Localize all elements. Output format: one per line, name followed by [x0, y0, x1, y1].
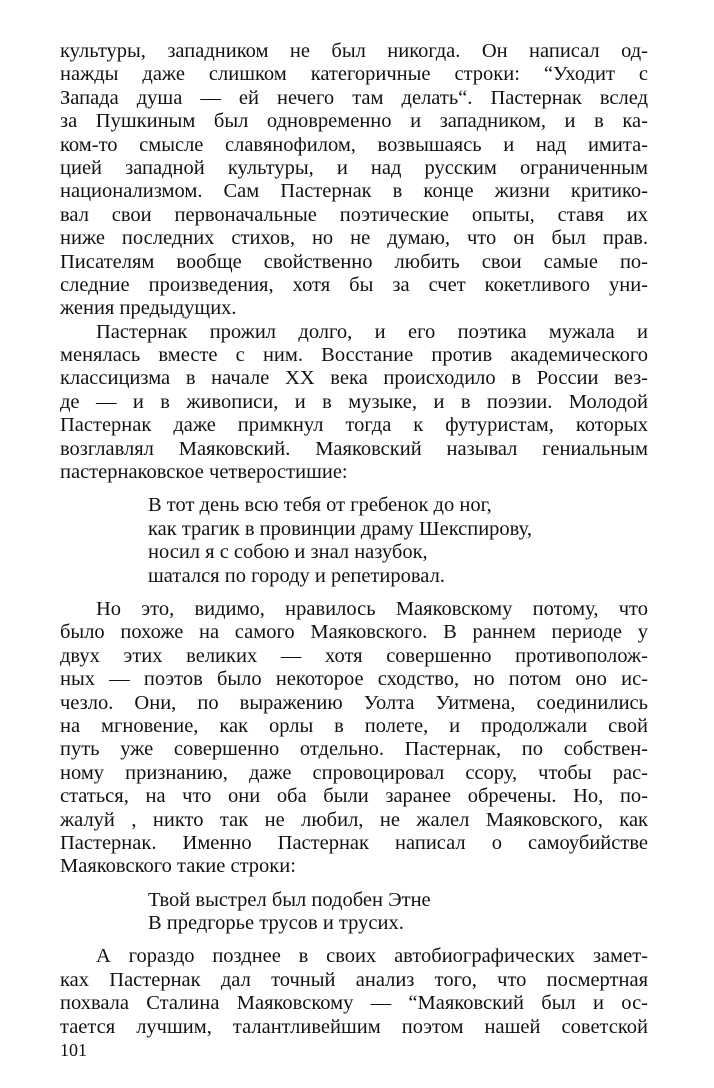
- verse-line: В тот день всю тебя от гребенок до ног,: [148, 494, 492, 517]
- text-line: ниже последних стихов, но не думаю, что он был прав.: [60, 227, 648, 250]
- text-line: Пастернак даже примкнул тогда к футуристам, которых: [60, 414, 648, 437]
- text-line: чезло. Они, по выражению Уолта Уитмена, соединились: [60, 691, 648, 714]
- text-line: Пастернак прожил долго, и его поэтика мужала и: [96, 320, 648, 343]
- text-line: жалуй , никто так не любил, не жалел Маяковского, как: [60, 808, 648, 831]
- paragraph-4: [60, 945, 648, 1039]
- text-line: на мгновение, как орлы в полете, и продолжали свой: [60, 714, 648, 737]
- paragraph-2: [60, 321, 648, 485]
- paragraph-1: [60, 40, 648, 321]
- text-line: возглавлял Маяковский. Маяковский называл гениальным: [60, 437, 648, 460]
- text-line: следние произведения, хотя бы за счет кокетливого уни-: [60, 273, 648, 296]
- verse-quote-1: [60, 494, 648, 588]
- verse-line: В предгорье трусов и трусих.: [148, 912, 404, 935]
- text-line: пастернаковское четверостишие:: [60, 461, 348, 484]
- verse-quote-2: [60, 889, 648, 936]
- text-line: было похоже на самого Маяковского. В раннем периоде у: [60, 621, 648, 644]
- text-line: цией западной культуры, и над русским ограниченным: [60, 156, 648, 179]
- text-line: тается лучшим, талантливейшим поэтом нашей советской: [60, 1015, 648, 1038]
- text-line: ному признанию, даже спровоцировал ссору, чтобы рас-: [60, 761, 648, 784]
- paragraph-3: [60, 598, 648, 879]
- text-line: путь уже совершенно отдельно. Пастернак, по собствен-: [60, 738, 648, 761]
- verse-line: носил я с собою и знал назубок,: [148, 541, 428, 564]
- page-number: 101: [60, 1040, 87, 1060]
- text-line: А гораздо позднее в своих автобиографических замет-: [96, 945, 648, 968]
- text-line: статься, на что они оба были заранее обречены. Но, по-: [60, 785, 648, 808]
- text-line: ках Пастернак дал точный анализ того, что посмертная: [60, 968, 648, 991]
- text-line: вал свои первоначальные поэтические опыты, ставя их: [60, 203, 648, 226]
- text-line: за Пушкиным был одновременно и западником, и в ка-: [60, 110, 648, 133]
- text-line: культуры, западником не был никогда. Он написал од-: [60, 40, 648, 62]
- text-line: Но это, видимо, нравилось Маяковскому потому, что: [96, 597, 648, 620]
- verse-line: Твой выстрел был подобен Этне: [148, 888, 431, 911]
- text-line: Запада душа — ей нечего там делать“. Пастернак вслед: [60, 86, 648, 109]
- text-line: Писателям вообще свойственно любить свои самые по-: [60, 250, 648, 273]
- text-line: Пастернак. Именно Пастернак написал о самоубийстве: [60, 831, 648, 854]
- text-line: нажды даже слишком категоричные строки: “Уходит с: [60, 63, 648, 86]
- text-line: ком-то смысле славянофилом, возвышаясь и над имита-: [60, 133, 648, 156]
- text-line: жения предыдущих.: [60, 297, 237, 320]
- text-line: ных — поэтов было некоторое сходство, но потом оно ис-: [60, 668, 648, 691]
- text-body: [60, 40, 648, 1039]
- verse-line: как трагик в провинции драму Шекспирову,: [148, 517, 532, 540]
- text-line: классицизма в начале XX века происходило в России вез-: [60, 367, 648, 390]
- text-line: двух этих великих — хотя совершенно противополож-: [60, 644, 648, 667]
- text-line: национализмом. Сам Пастернак в конце жизни критико-: [60, 180, 648, 203]
- verse-line: шатался по городу и репетировал.: [148, 564, 445, 587]
- text-line: де — и в живописи, и в музыке, и в поэзии. Молодой: [60, 390, 648, 413]
- text-line: похвала Сталина Маяковскому — “Маяковский был и ос-: [60, 992, 648, 1015]
- text-line: Маяковского такие строки:: [60, 855, 296, 878]
- text-line: менялась вместе с ним. Восстание против академического: [60, 344, 648, 367]
